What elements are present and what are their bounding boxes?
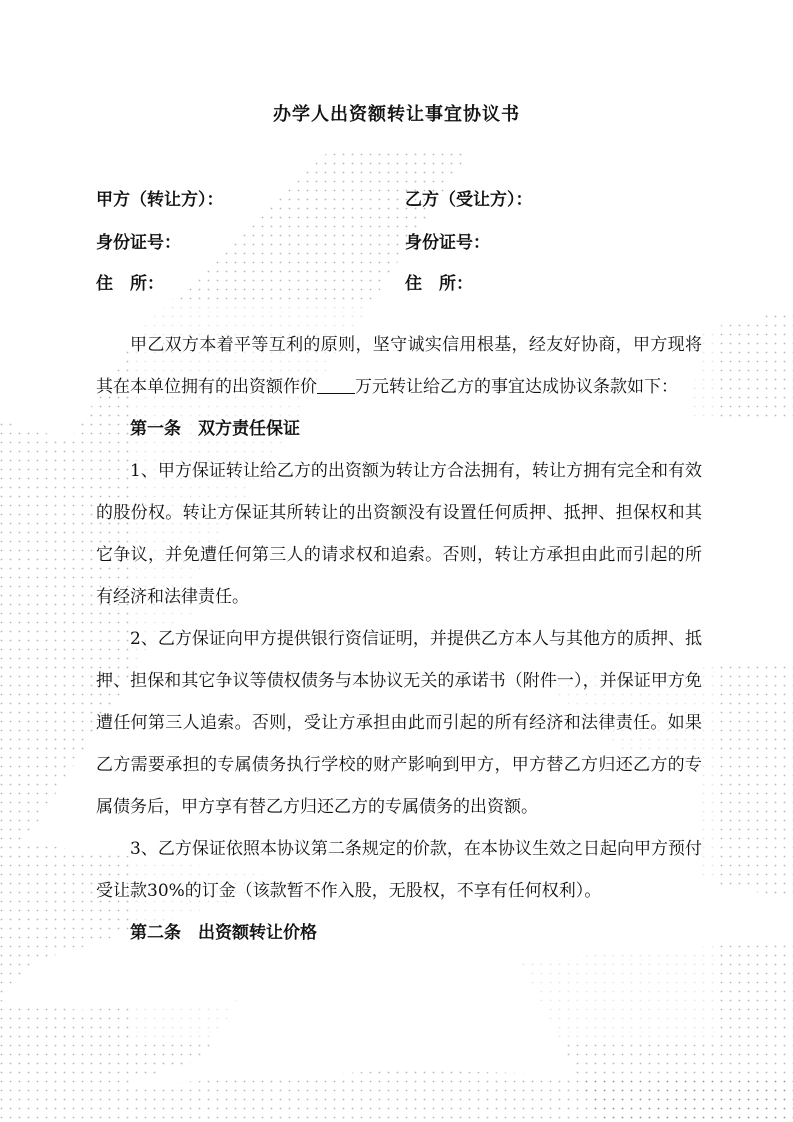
intro-text-after-blank: 万元转让给乙方的事宜达成协议条款如下：	[355, 377, 678, 397]
intro-text-before-blank: 甲乙双方本着平等互利的原则，坚守诚实信用根基，经友好协商，甲方现将其在本单位拥有的出资额作价	[96, 335, 702, 397]
document-title: 办学人出资额转让事宜协议书	[273, 104, 520, 125]
party-b-id-label: 身份证号：	[405, 233, 490, 253]
article-1-heading: 第一条 双方责任保证	[130, 419, 300, 439]
party-b-address-label: 住 所：	[405, 274, 473, 294]
clause-2: 2、乙方保证向甲方提供银行资信证明，并提供乙方本人与其他方的质押、抵押、担保和其它争议等债权债务与本协议无关的承诺书（附件一），并保证甲方免遭任何第三人追索。否则，受让方承担由此而引起的所有经济和法律责任。如果乙方需要承担的专属债务执行学校的财产影响到甲方，甲方替乙方归还乙方的专属债务后，甲方享有替乙方归还乙方的专属债务的出资额。	[96, 629, 702, 817]
article-2-heading: 第二条 出资额转让价格	[130, 923, 317, 943]
clause-1: 1、甲方保证转让给乙方的出资额为转让方合法拥有，转让方拥有完全和有效的股份权。转让方保证其所转让的出资额没有设置任何质押、抵押、担保权和其它争议，并免遭任何第三人的请求权和追索。否则，转让方承担由此而引起的所有经济和法律责任。	[96, 461, 702, 607]
agreement-body	[96, 324, 702, 954]
party-a-address-label: 住 所：	[96, 274, 164, 294]
price-blank	[317, 376, 355, 394]
clause-3: 3、乙方保证依照本协议第二条规定的价款，在本协议生效之日起向甲方预付受让款30%的订金（该款暂不作入股，无股权，不享有任何权利）。	[96, 839, 702, 901]
party-a-id-label: 身份证号：	[96, 233, 181, 253]
party-b-label: 乙方（受让方）：	[405, 190, 533, 210]
party-a-label: 甲方（转让方）：	[96, 190, 224, 210]
intro-paragraph	[96, 324, 702, 408]
